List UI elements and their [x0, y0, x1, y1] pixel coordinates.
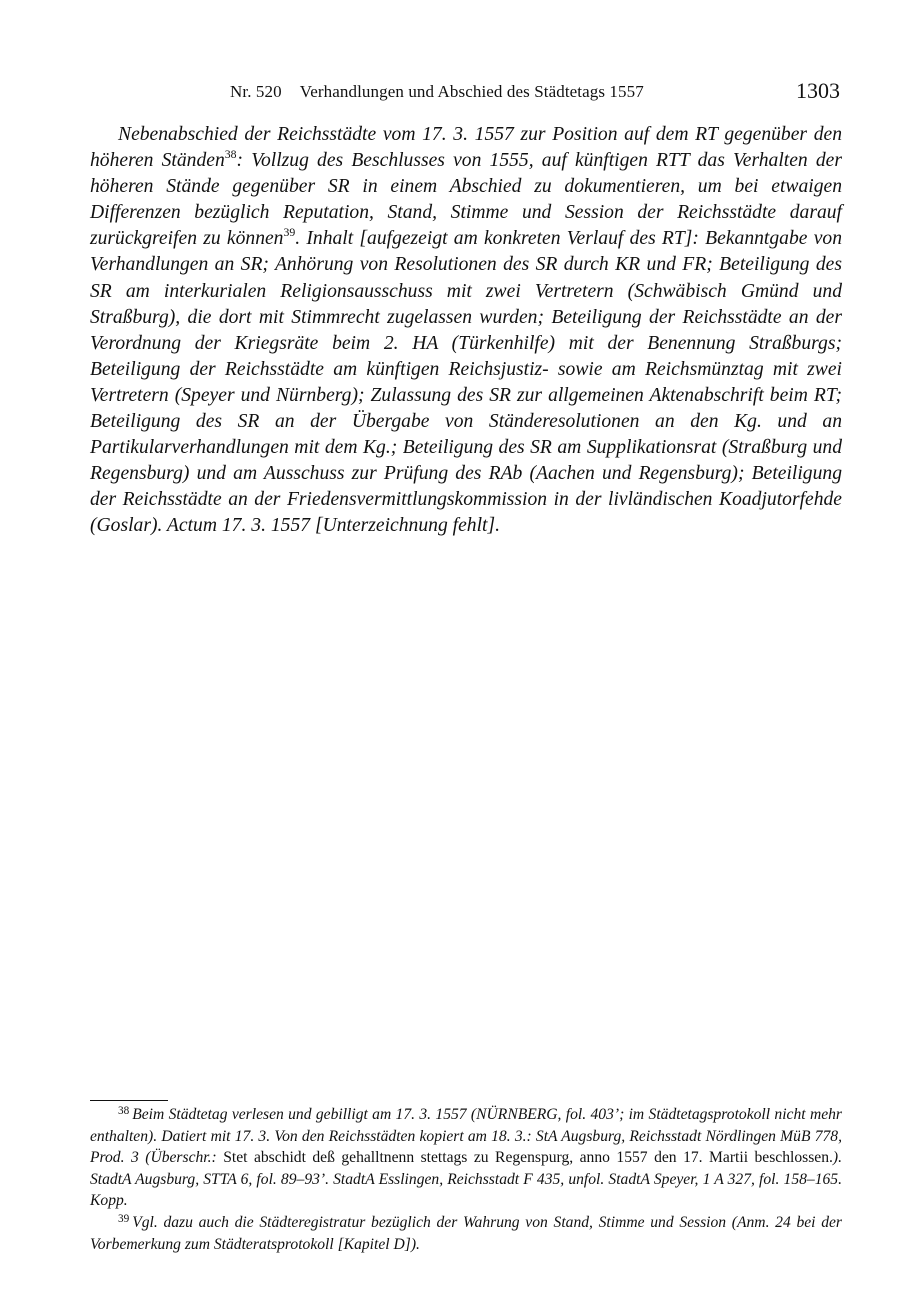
footnote-39	[90, 1212, 842, 1255]
summary-paragraph	[90, 122, 842, 540]
summary-text-part-3: . Inhalt [aufgezeigt am konkreten Verlauf des RT]: Bekanntgabe von Verhandlungen an SR; Anhörung von Resolutionen des SR durch KR und FR; Beteiligung des SR am interkurialen Religionsausschuss mit zwei Vertretern (Schwäbisch Gmünd und Straßburg), die dort mit Stimmrecht zugelassen wurden; Beteiligung der Reichsstädte an der Verordnung der Kriegsräte beim 2. HA (Türkenhilfe) mit der Benennung Straßburgs; Beteiligung der Reichsstädte am künftigen Reichsjustiz- sowie am Reichsmünztag mit zwei Vertretern (Speyer und Nürnberg); Zulassung des SR zur allgemeinen Aktenabschrift beim RT; Beteiligung des SR an der Übergabe von Ständeresolutionen an den Kg. und an Partikularverhandlungen mit dem Kg.; Beteiligung des SR am Supplikationsrat (Straßburg und Regensburg) und am Ausschuss zur Prüfung des RAb (Aachen und Regensburg); Beteiligung der Reichsstädte an der Friedensvermittlungskommission in der livländischen Koadjutorfehde (Goslar). Actum 17. 3. 1557 [Unterzeichnung fehlt].	[90, 228, 842, 537]
summary-text-part-2: : Vollzug des Beschlusses von 1555, auf künftigen RTT das Verhalten der höheren Stände gegenüber SR in einem Abschied zu dokumentieren, um bei etwaigen Differenzen bezüglich Reputation, Stand, Stimme und Session der Reichsstädte darauf zurückgreifen zu können	[90, 150, 842, 250]
main-text	[90, 122, 842, 540]
footnote-number: 39	[118, 1212, 130, 1225]
document-number: Nr. 520	[230, 82, 282, 101]
footnote-38	[90, 1104, 842, 1212]
page-header	[90, 78, 840, 108]
footnote-text-italic: Beim Städtetag verlesen und gebilligt am 17. 3. 1557 (NÜRNBERG, fol. 403’; im Städtetagsprotokoll nicht mehr enthalten). Datiert mit 17. 3. Von den Reichsstädten kopiert am 18. 3.: StA Augsburg, Reichsstadt Nördlingen MüB 778, Prod. 3 (Überschr.:	[90, 1106, 842, 1167]
summary-text-part-1: Nebenabschied der Reichsstädte vom 17. 3. 1557 zur Position auf dem RT gegenüber den höheren Ständen	[90, 124, 842, 172]
footnotes	[90, 1104, 842, 1255]
footnote-ref-38[interactable]: 38	[224, 147, 237, 161]
page-number: 1303	[796, 78, 840, 103]
footnote-quotation: Stet abschidt deß gehalltnenn stettags zu Regenspurg, anno 1557 den 17. Martii beschlossen.	[223, 1149, 833, 1167]
running-title: Verhandlungen und Abschied des Städtetags 1557	[299, 82, 644, 101]
running-head	[230, 82, 644, 102]
footnote-text: Vgl. dazu auch die Städteregistratur bezüglich der Wahrung von Stand, Stimme und Session (Anm. 24 bei der Vorbemerkung zum Städteratsprotokoll [Kapitel D]).	[90, 1213, 842, 1253]
footnote-divider	[90, 1100, 168, 1101]
footnote-number: 38	[118, 1104, 130, 1117]
footnote-text-italic: ). StadtA Augsburg, STTA 6, fol. 89–93’. StadtA Esslingen, Reichsstadt F 435, unfol. StadtA Speyer, 1 A 327, fol. 158–165. Kopp.	[90, 1149, 842, 1210]
footnote-ref-39[interactable]: 39	[283, 226, 296, 240]
